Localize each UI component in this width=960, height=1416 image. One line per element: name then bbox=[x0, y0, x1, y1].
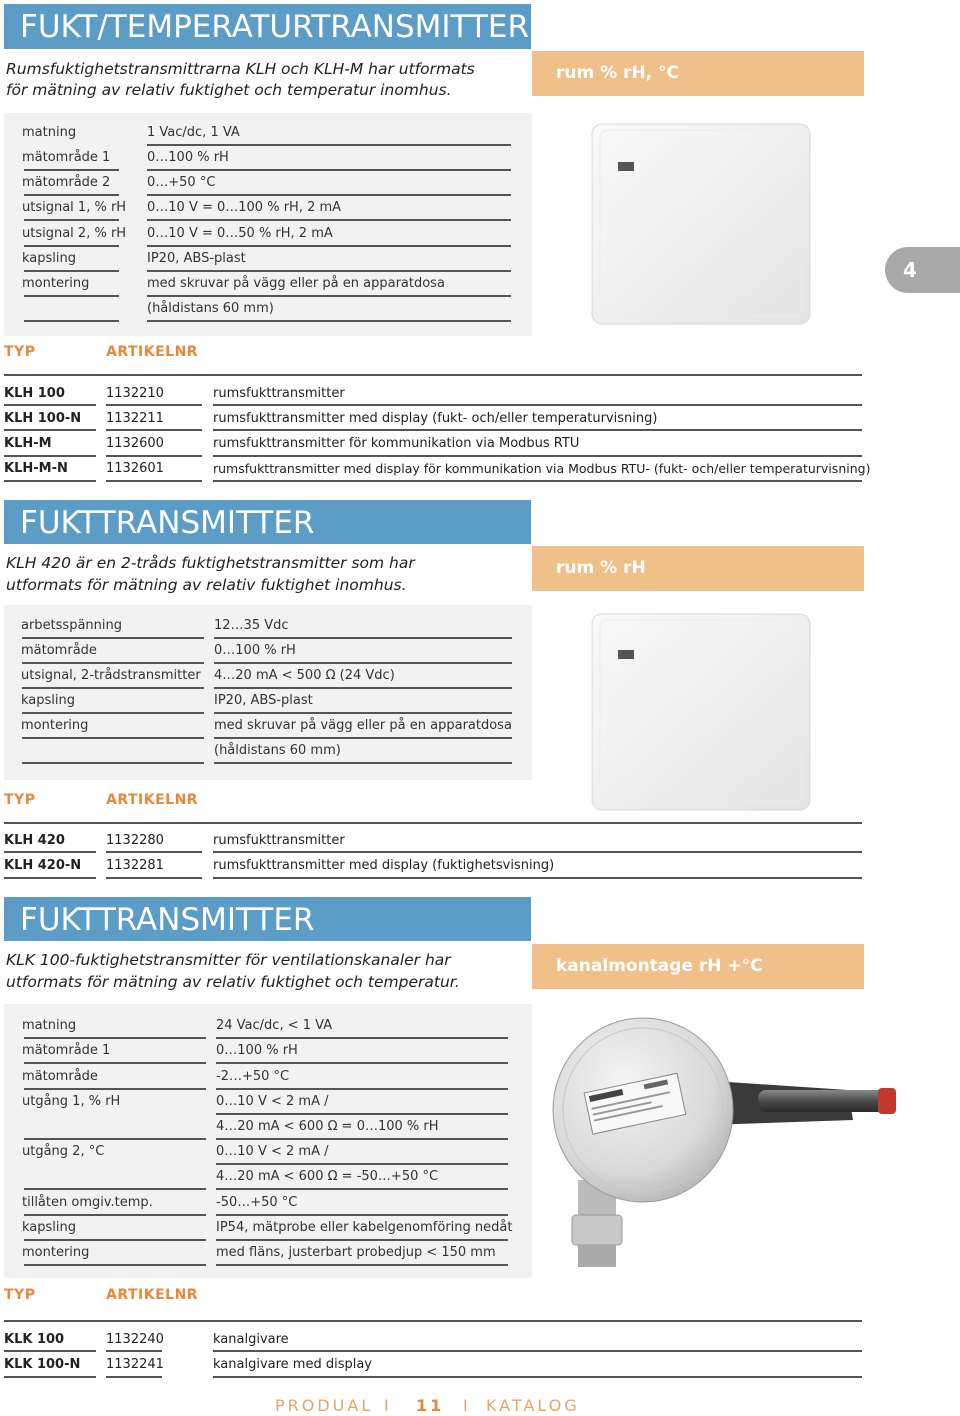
product-type: KLH 420-N bbox=[4, 858, 82, 873]
spec-row bbox=[0, 739, 530, 764]
spec-row bbox=[0, 1039, 530, 1064]
divider bbox=[4, 404, 96, 406]
divider bbox=[24, 1214, 206, 1216]
spec-value: 4…20 mA < 600 Ω = -50…+50 °C bbox=[216, 1169, 439, 1184]
klh-transmitter-image bbox=[588, 118, 818, 330]
divider bbox=[106, 1350, 162, 1352]
divider bbox=[214, 737, 512, 739]
spec-row bbox=[0, 639, 530, 664]
divider bbox=[147, 270, 511, 272]
divider bbox=[216, 1062, 508, 1064]
product-desc: kanalgivare med display bbox=[213, 1357, 373, 1372]
divider bbox=[24, 320, 119, 322]
divider bbox=[4, 851, 96, 853]
spec-value: 0…10 V < 2 mA / bbox=[216, 1144, 329, 1159]
divider bbox=[106, 429, 202, 431]
divider bbox=[147, 144, 511, 146]
spec-row bbox=[0, 196, 530, 221]
spec-label: utgång 1, % rH bbox=[22, 1094, 121, 1109]
section1-typ-header: TYP bbox=[4, 344, 36, 360]
spec-value: 0…10 V = 0…100 % rH, 2 mA bbox=[147, 200, 342, 215]
spec-value: 4…20 mA < 500 Ω (24 Vdc) bbox=[214, 668, 395, 683]
divider bbox=[4, 822, 862, 824]
footer-page-number: 11 bbox=[416, 1396, 445, 1415]
product-desc: rumsfukttransmitter med display (fukt- och/eller temperaturvisning) bbox=[213, 411, 658, 426]
divider bbox=[214, 637, 512, 639]
spec-row bbox=[0, 1115, 530, 1140]
spec-row bbox=[0, 121, 530, 146]
section1-title: FUKT/TEMPERATURTRANSMITTER bbox=[4, 4, 531, 49]
product-artnr: 1132280 bbox=[106, 833, 164, 848]
divider bbox=[216, 1214, 508, 1216]
divider bbox=[22, 662, 204, 664]
product-desc: rumsfukttransmitter för kommunikation via Modbus RTU bbox=[213, 436, 580, 451]
section2-desc-line1: KLH 420 är en 2-tråds fuktighetstransmitter som har bbox=[6, 554, 415, 572]
spec-label: mätområde 1 bbox=[22, 150, 111, 165]
footer-brand: PRODUAL bbox=[275, 1396, 374, 1415]
spec-label: mätområde bbox=[22, 1069, 98, 1084]
spec-row bbox=[0, 1014, 530, 1039]
spec-value: med fläns, justerbart probedjup < 150 mm bbox=[216, 1245, 496, 1260]
divider bbox=[24, 1088, 206, 1090]
divider bbox=[216, 1264, 508, 1266]
spec-row bbox=[0, 1241, 530, 1266]
section2-tag: rum % rH bbox=[532, 546, 864, 591]
product-artnr: 1132241 bbox=[106, 1357, 164, 1372]
spec-row bbox=[0, 222, 530, 247]
spec-row bbox=[0, 1165, 530, 1190]
divider bbox=[147, 320, 511, 322]
klh420-transmitter-image bbox=[588, 610, 818, 816]
divider bbox=[216, 1088, 508, 1090]
section3-title: FUKTTRANSMITTER bbox=[4, 897, 531, 941]
divider bbox=[24, 295, 119, 297]
divider bbox=[213, 1350, 862, 1352]
divider bbox=[22, 712, 204, 714]
divider bbox=[4, 877, 96, 879]
footer-catalog: KATALOG bbox=[486, 1396, 580, 1415]
spec-label: tillåten omgiv.temp. bbox=[22, 1195, 153, 1210]
divider bbox=[4, 374, 862, 376]
section1-tag: rum % rH, °C bbox=[532, 51, 864, 96]
spec-row bbox=[0, 297, 530, 322]
divider bbox=[24, 1062, 206, 1064]
divider bbox=[4, 455, 96, 457]
page-footer bbox=[0, 1396, 960, 1416]
product-type: KLK 100 bbox=[4, 1332, 65, 1347]
divider bbox=[4, 429, 96, 431]
divider bbox=[106, 480, 202, 482]
spec-row bbox=[0, 171, 530, 196]
divider bbox=[106, 851, 202, 853]
divider bbox=[216, 1239, 508, 1241]
spec-row bbox=[0, 1191, 530, 1216]
divider bbox=[213, 404, 862, 406]
product-artnr: 1132240 bbox=[106, 1332, 164, 1347]
product-type: KLH 420 bbox=[4, 833, 65, 848]
spec-value: 0…10 V < 2 mA / bbox=[216, 1094, 329, 1109]
divider bbox=[213, 455, 862, 457]
divider bbox=[106, 877, 202, 879]
spec-label: mätområde bbox=[21, 643, 97, 658]
divider bbox=[213, 1376, 862, 1378]
section3-typ-header: TYP bbox=[4, 1287, 36, 1303]
spec-value: (håldistans 60 mm) bbox=[147, 301, 274, 316]
spec-label: mätområde 1 bbox=[22, 1043, 111, 1058]
product-artnr: 1132211 bbox=[106, 411, 164, 426]
spec-row bbox=[0, 689, 530, 714]
spec-label: utsignal 1, % rH bbox=[22, 200, 127, 215]
spec-value: 0…100 % rH bbox=[216, 1043, 298, 1058]
section2-typ-header: TYP bbox=[4, 792, 36, 808]
section1-desc-line1: Rumsfuktighetstransmittrarna KLH och KLH-M har utformats bbox=[6, 60, 475, 78]
spec-label: montering bbox=[21, 718, 89, 733]
divider bbox=[213, 851, 862, 853]
product-type: KLK 100-N bbox=[4, 1357, 81, 1372]
product-type: KLH 100 bbox=[4, 386, 65, 401]
spec-label: matning bbox=[22, 125, 77, 140]
divider bbox=[213, 877, 862, 879]
divider bbox=[106, 404, 202, 406]
section2-artikelnr-header: ARTIKELNR bbox=[106, 792, 199, 808]
spec-row bbox=[0, 1065, 530, 1090]
divider bbox=[214, 687, 512, 689]
spec-label: utsignal, 2-trådstransmitter bbox=[21, 668, 201, 683]
spec-value: IP20, ABS-plast bbox=[147, 251, 246, 266]
divider bbox=[4, 1350, 96, 1352]
spec-value: med skruvar på vägg eller på en apparatdosa bbox=[147, 276, 445, 291]
divider bbox=[214, 712, 512, 714]
divider bbox=[24, 245, 119, 247]
spec-value: 0…100 % rH bbox=[214, 643, 296, 658]
spec-value: 1 Vac/dc, 1 VA bbox=[147, 125, 240, 140]
spec-value: 12…35 Vdc bbox=[214, 618, 289, 633]
divider bbox=[214, 762, 512, 764]
product-artnr: 1132601 bbox=[106, 461, 164, 476]
spec-row bbox=[0, 247, 530, 272]
spec-value: (håldistans 60 mm) bbox=[214, 743, 341, 758]
divider bbox=[147, 295, 511, 297]
footer-separator: I bbox=[463, 1396, 471, 1415]
product-type: KLH-M bbox=[4, 436, 52, 451]
divider bbox=[24, 1138, 206, 1140]
section3-desc-line2: utformats för mätning av relativ fuktighet och temperatur. bbox=[6, 973, 460, 991]
spec-label: mätområde 2 bbox=[22, 175, 111, 190]
section3-artikelnr-header: ARTIKELNR bbox=[106, 1287, 199, 1303]
divider bbox=[147, 169, 511, 171]
klk-duct-transmitter-image bbox=[548, 1010, 918, 1278]
divider bbox=[24, 1037, 206, 1039]
divider bbox=[216, 1188, 508, 1190]
divider bbox=[24, 219, 119, 221]
spec-label: arbetsspänning bbox=[21, 618, 123, 633]
spec-value: 0…+50 °C bbox=[147, 175, 216, 190]
spec-row bbox=[0, 1090, 530, 1115]
divider bbox=[106, 1376, 162, 1378]
spec-label: utsignal 2, % rH bbox=[22, 226, 127, 241]
spec-row bbox=[0, 146, 530, 171]
product-desc: rumsfukttransmitter med display för kommunikation via Modbus RTU- (fukt- och/eller temperaturvisning) bbox=[213, 461, 871, 476]
divider bbox=[216, 1163, 508, 1165]
divider bbox=[216, 1138, 508, 1140]
spec-value: 0…100 % rH bbox=[147, 150, 229, 165]
divider bbox=[4, 1320, 862, 1322]
product-type: KLH 100-N bbox=[4, 411, 82, 426]
divider bbox=[24, 1264, 206, 1266]
section2-desc-line2: utformats för mätning av relativ fuktighet inomhus. bbox=[6, 576, 407, 594]
spec-value: 4…20 mA < 600 Ω = 0…100 % rH bbox=[216, 1119, 439, 1134]
divider bbox=[106, 455, 202, 457]
divider bbox=[22, 687, 204, 689]
section2-title: FUKTTRANSMITTER bbox=[4, 500, 531, 544]
spec-value: IP20, ABS-plast bbox=[214, 693, 313, 708]
spec-label: utgång 2, °C bbox=[22, 1144, 105, 1159]
divider bbox=[4, 1376, 96, 1378]
spec-label: kapsling bbox=[21, 693, 76, 708]
divider bbox=[24, 169, 119, 171]
divider bbox=[22, 637, 204, 639]
spec-label: montering bbox=[22, 276, 90, 291]
divider bbox=[214, 662, 512, 664]
divider bbox=[213, 480, 862, 482]
divider bbox=[24, 1188, 206, 1190]
divider bbox=[147, 194, 511, 196]
product-artnr: 1132600 bbox=[106, 436, 164, 451]
product-artnr: 1132210 bbox=[106, 386, 164, 401]
footer-separator: I bbox=[384, 1396, 392, 1415]
product-artnr: 1132281 bbox=[106, 858, 164, 873]
spec-row bbox=[0, 272, 530, 297]
divider bbox=[216, 1113, 508, 1115]
spec-label: kapsling bbox=[22, 1220, 77, 1235]
section1-desc-line2: för mätning av relativ fuktighet och temperatur inomhus. bbox=[6, 81, 452, 99]
divider bbox=[24, 270, 119, 272]
spec-label: montering bbox=[22, 1245, 90, 1260]
divider bbox=[216, 1037, 508, 1039]
spec-value: -2…+50 °C bbox=[216, 1069, 290, 1084]
spec-value: 24 Vac/dc, < 1 VA bbox=[216, 1018, 333, 1033]
spec-label: matning bbox=[22, 1018, 77, 1033]
spec-value: IP54, mätprobe eller kabelgenomföring nedåt bbox=[216, 1220, 513, 1235]
section1-artikelnr-header: ARTIKELNR bbox=[106, 344, 199, 360]
product-desc: rumsfukttransmitter bbox=[213, 386, 345, 401]
product-desc: rumsfukttransmitter med display (fuktighetsvisning) bbox=[213, 858, 555, 873]
spec-row bbox=[0, 664, 530, 689]
product-type: KLH-M-N bbox=[4, 461, 68, 476]
spec-value: -50…+50 °C bbox=[216, 1195, 298, 1210]
spec-row bbox=[0, 1216, 530, 1241]
product-desc: rumsfukttransmitter bbox=[213, 833, 345, 848]
spec-value: med skruvar på vägg eller på en apparatdosa bbox=[214, 718, 512, 733]
divider bbox=[22, 737, 204, 739]
spec-row bbox=[0, 714, 530, 739]
spec-row bbox=[0, 1140, 530, 1165]
divider bbox=[24, 1239, 206, 1241]
divider bbox=[147, 245, 511, 247]
divider bbox=[213, 429, 862, 431]
spec-label: kapsling bbox=[22, 251, 77, 266]
divider bbox=[22, 762, 204, 764]
section3-desc-line1: KLK 100-fuktighetstransmitter för ventilationskanaler har bbox=[6, 951, 451, 969]
spec-value: 0…10 V = 0…50 % rH, 2 mA bbox=[147, 226, 333, 241]
chapter-tab: 4 bbox=[885, 247, 960, 293]
product-desc: kanalgivare bbox=[213, 1332, 289, 1347]
divider bbox=[147, 219, 511, 221]
spec-row bbox=[0, 614, 530, 639]
divider bbox=[4, 480, 96, 482]
divider bbox=[24, 194, 119, 196]
section3-tag: kanalmontage rH +°C bbox=[532, 944, 864, 989]
